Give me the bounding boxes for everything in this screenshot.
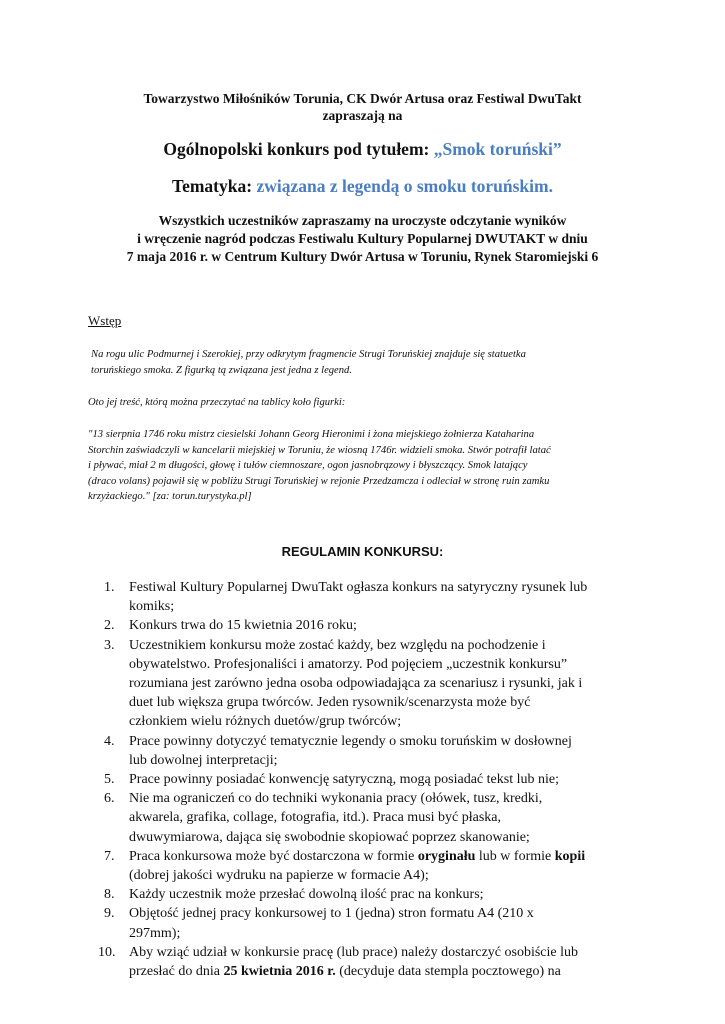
intro-paragraph bbox=[88, 347, 641, 378]
organizers-line: Towarzystwo Miłośników Torunia, CK Dwór Artusa oraz Festiwal DwuTakt bbox=[143, 91, 582, 106]
item-text: lub w formie bbox=[475, 848, 555, 864]
item-number: 7. bbox=[104, 848, 115, 864]
regulations-list bbox=[88, 578, 648, 981]
quote-line: Storchin zaświadczyli w kancelarii miejskiej w Toruniu, że wiosną 1746r. widzieli smoka. Stwór potrafił latać bbox=[88, 444, 551, 456]
contest-title-name: „Smok toruński” bbox=[433, 139, 562, 159]
list-item bbox=[88, 636, 648, 732]
item-line bbox=[129, 847, 648, 866]
item-number: 3. bbox=[104, 637, 115, 653]
item-line: akwarela, grafika, collage, fotografia, itd.). Praca musi być płaska, bbox=[129, 810, 502, 826]
intro-paragraph: Oto jej treść, którą można przeczytać na tablicy koło figurki: bbox=[88, 397, 346, 408]
quote-line: (draco volans) pojawił się w pobliżu Strugi Toruńskiej w rejonie Przedzamcza i odleciał w stronę ruin zamku bbox=[88, 475, 550, 487]
item-number: 9. bbox=[104, 906, 115, 922]
topic-prefix: Tematyka: bbox=[172, 176, 253, 196]
invitation-line: 7 maja 2016 r. w Centrum Kultury Dwór Artusa w Toruniu, Rynek Staromiejski 6 bbox=[126, 249, 599, 264]
list-item bbox=[88, 616, 648, 635]
item-number: 6. bbox=[104, 791, 115, 807]
quote-line: "13 sierpnia 1746 roku mistrz ciesielski Johann Georg Hieronimi i żona miejskiego żołnierza Kataharina bbox=[88, 429, 535, 440]
item-line: (dobrej jakości wydruku na papierze w formacie A4); bbox=[129, 868, 429, 884]
item-line: Objętość jednej pracy konkursowej to 1 (jedna) stron formatu A4 (210 x bbox=[129, 906, 534, 922]
organizers-line: zapraszają na bbox=[322, 108, 403, 123]
item-line: Każdy uczestnik może przesłać dowolną ilość prac na konkurs; bbox=[129, 887, 484, 903]
item-line: Nie ma ograniczeń co do techniki wykonania pracy (ołówek, tusz, kredki, bbox=[129, 791, 543, 807]
item-line: rozumiana jest zarówno jedna osoba odpowiadająca za scenariusz i rysunki, jak i bbox=[129, 676, 583, 692]
item-line: lub dowolnej interpretacji; bbox=[129, 752, 278, 768]
item-line bbox=[129, 962, 648, 981]
list-item bbox=[88, 885, 648, 904]
item-line: Konkurs trwa do 15 kwietnia 2016 roku; bbox=[129, 618, 357, 634]
list-item bbox=[88, 904, 648, 942]
item-line: obywatelstwo. Profesjonaliści i amatorzy. Pod pojęciem „uczestnik konkursu” bbox=[129, 656, 568, 672]
list-item bbox=[88, 943, 648, 981]
item-line: komiks; bbox=[129, 599, 175, 615]
intro-line: Na rogu ulic Podmurnej i Szerokiej, przy odkrytym fragmencie Strugi Toruńskiej znajduje się statuetka bbox=[91, 349, 526, 360]
item-text: (decyduje data stempla pocztowego) na bbox=[335, 964, 561, 980]
invitation-text bbox=[80, 212, 645, 266]
item-number: 4. bbox=[104, 733, 115, 749]
item-number: 10. bbox=[98, 944, 116, 960]
invitation-line: Wszystkich uczestników zapraszamy na uroczyste odczytanie wyników bbox=[158, 213, 567, 228]
intro-heading: Wstęp bbox=[88, 313, 122, 328]
list-item bbox=[88, 770, 648, 789]
list-item bbox=[88, 578, 648, 616]
list-item bbox=[88, 847, 648, 885]
item-number: 2. bbox=[104, 618, 115, 634]
deadline-emphasis: 25 kwietnia 2016 r. bbox=[223, 964, 336, 980]
item-number: 5. bbox=[104, 772, 115, 788]
legend-quote bbox=[88, 427, 638, 505]
item-line: 297mm); bbox=[129, 925, 181, 941]
copy-emphasis: kopii bbox=[554, 848, 586, 864]
organizers-heading bbox=[80, 90, 645, 124]
quote-line: krzyżackiego." [za: torun.turystyka.pl] bbox=[88, 491, 252, 502]
list-item bbox=[88, 789, 648, 847]
item-line: dwuwymiarowa, dająca się swobodnie skopiować poprzez skanowanie; bbox=[129, 829, 530, 845]
list-item bbox=[88, 732, 648, 770]
item-line: członkiem wielu różnych duetów/grup twórców; bbox=[129, 714, 402, 730]
item-line: Uczestnikiem konkursu może zostać każdy, bez względu na pochodzenie i bbox=[129, 637, 546, 653]
original-emphasis: oryginału bbox=[417, 848, 476, 864]
item-text: Praca konkursowa może być dostarczona w formie bbox=[129, 848, 418, 864]
item-line: Festiwal Kultury Popularnej DwuTakt ogłasza konkurs na satyryczny rysunek lub bbox=[129, 580, 588, 595]
item-line: Prace powinny posiadać konwencję satyryczną, mogą posiadać tekst lub nie; bbox=[129, 772, 559, 788]
item-number: 1. bbox=[104, 580, 115, 595]
item-number: 8. bbox=[104, 887, 115, 903]
quote-line: i pływać, miał 2 m długości, głowę i tułów ciemnoszare, ogon jasnobrązowy i błyszczący. Smok latający bbox=[88, 460, 528, 471]
contest-topic bbox=[80, 175, 645, 197]
invitation-line: i wręczenie nagród podczas Festiwalu Kultury Popularnej DWUTAKT w dniu bbox=[137, 231, 588, 246]
item-text: przesłać do dnia bbox=[129, 964, 224, 980]
topic-text: związana z legendą o smoku toruńskim. bbox=[256, 176, 553, 196]
contest-title bbox=[80, 138, 645, 160]
item-line: Aby wziąć udział w konkursie pracę (lub prace) należy dostarczyć osobiście lub bbox=[129, 944, 578, 960]
item-line: duet lub większa grupa twórców. Jeden rysownik/scenarzysta może być bbox=[129, 695, 531, 711]
intro-line: toruńskiego smoka. Z figurką tą związana jest jedna z legend. bbox=[91, 364, 353, 376]
item-line: Prace powinny dotyczyć tematycznie legendy o smoku toruńskim w dosłownej bbox=[129, 733, 572, 749]
regulations-heading: REGULAMIN KONKURSU: bbox=[281, 544, 444, 559]
contest-title-prefix: Ogólnopolski konkurs pod tytułem: bbox=[163, 139, 430, 159]
